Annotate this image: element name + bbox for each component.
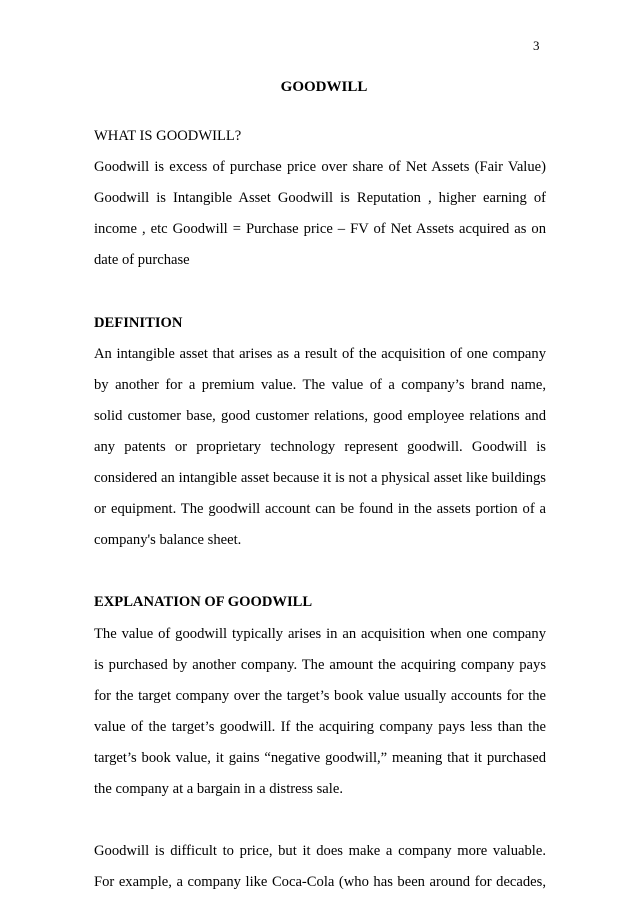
paragraph-line: Goodwill is difficult to price, but it does make a company more valuable. xyxy=(94,843,546,860)
paragraph-line: or equipment. The goodwill account can be found in the assets portion of a xyxy=(94,501,546,518)
paragraph-line: date of purchase xyxy=(94,252,190,269)
paragraph-line: For example, a company like Coca-Cola (who has been around for decades, xyxy=(94,874,546,891)
paragraph-line: considered an intangible asset because it is not a physical asset like buildings xyxy=(94,470,546,487)
document-body xyxy=(94,126,546,903)
section-heading-explanation: EXPLANATION OF GOODWILL xyxy=(94,594,313,611)
paragraph-gap xyxy=(94,281,546,312)
paragraph-gap xyxy=(94,561,546,592)
paragraph-line: by another for a premium value. The value of a company’s brand name, xyxy=(94,376,546,393)
paragraph-line: company's balance sheet. xyxy=(94,532,242,549)
paragraph-line: solid customer base, good customer relations, good employee relations and xyxy=(94,407,546,424)
paragraph-line: any patents or proprietary technology represent goodwill. Goodwill is xyxy=(94,438,546,455)
paragraph-line: Goodwill is Intangible Asset Goodwill is Reputation , higher earning of xyxy=(94,190,546,207)
page-title: GOODWILL xyxy=(280,79,368,95)
paragraph-line: is purchased by another company. The amount the acquiring company pays xyxy=(94,656,546,673)
paragraph-line: value of the target’s goodwill. If the acquiring company pays less than the xyxy=(94,718,546,735)
paragraph-line: An intangible asset that arises as a result of the acquisition of one company xyxy=(94,345,546,362)
paragraph-line: Goodwill is excess of purchase price over share of Net Assets (Fair Value) xyxy=(94,159,546,176)
section-heading-what-is-goodwill: WHAT IS GOODWILL? xyxy=(94,128,242,144)
paragraph-line: income , etc Goodwill = Purchase price – FV of Net Assets acquired as on xyxy=(94,221,546,238)
paragraph-line: for the target company over the target’s book value usually accounts for the xyxy=(94,687,546,704)
paragraph-line: target’s book value, it gains “negative goodwill,” meaning that it purchased xyxy=(94,749,546,766)
page-number: 3 xyxy=(533,38,540,53)
paragraph-line: The value of goodwill typically arises in an acquisition when one company xyxy=(94,625,546,642)
section-heading-definition: DEFINITION xyxy=(94,314,183,331)
paragraph-line: the company at a bargain in a distress sale. xyxy=(94,780,343,797)
